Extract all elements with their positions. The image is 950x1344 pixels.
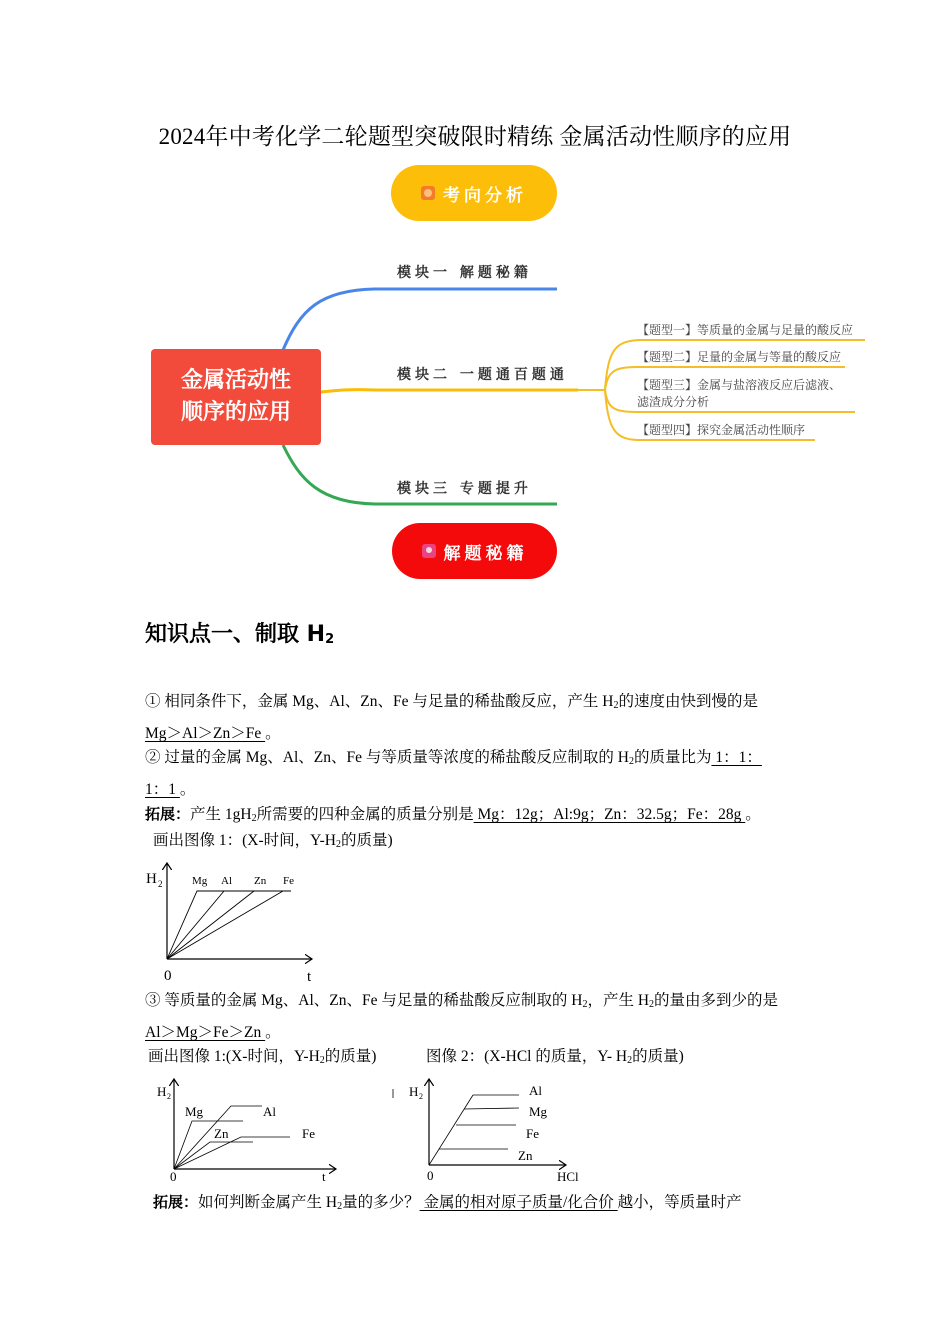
document-title: 2024年中考化学二轮题型突破限时精练 金属活动性顺序的应用 bbox=[158, 124, 792, 149]
svg-text:H: H bbox=[409, 1084, 419, 1099]
svg-text:0: 0 bbox=[427, 1168, 434, 1183]
extension-label: 拓展： bbox=[153, 1193, 199, 1211]
svg-text:t: t bbox=[307, 969, 312, 985]
chart-1-h2-vs-time bbox=[140, 855, 330, 990]
svg-text:Zn: Zn bbox=[254, 875, 267, 887]
extension-2: 拓展：如何判断金属产生 $H_2$量的多少？ 金属的相对原子质量/化合价 越小，等质量时产 bbox=[153, 1193, 742, 1212]
subtopic-1: 【题型一】等质量的金属与足量的酸反应 bbox=[637, 323, 854, 337]
svg-text:t: t bbox=[322, 1169, 326, 1184]
svg-text:Al: Al bbox=[221, 875, 232, 887]
svg-text:Zn: Zn bbox=[214, 1126, 229, 1141]
svg-text:Mg: Mg bbox=[192, 875, 208, 887]
answer-ratio-part2: 1：1 bbox=[145, 781, 180, 798]
extension-label: 拓展： bbox=[145, 805, 191, 823]
solving-tips-pill bbox=[392, 523, 557, 579]
answer-masses: Mg：12g；Al:9g；Zn：32.5g；Fe：28g bbox=[473, 806, 746, 823]
answer-h2-order: Al＞Mg＞Fe＞Zn bbox=[145, 1024, 266, 1041]
svg-text:0: 0 bbox=[164, 968, 172, 984]
subtopic-2: 【题型二】足量的金属与等量的酸反应 bbox=[637, 350, 842, 364]
point-2: ② 过量的金属 Mg、Al、Zn、Fe 与等质量等浓度的稀盐酸反应制取的 $H_2$的质量比为 1：1： 1：1 。 bbox=[145, 749, 762, 798]
svg-text:2: 2 bbox=[167, 1092, 171, 1101]
section-heading: 知识点一、制取 $H_2$ bbox=[145, 622, 335, 647]
svg-text:2: 2 bbox=[419, 1092, 423, 1101]
svg-text:Al: Al bbox=[263, 1104, 276, 1119]
figure-1-caption: 画出图像 1：(X-时间，$Y-H_2$的质量) bbox=[153, 832, 393, 850]
module-2-label: 模块二 一题通百题通 bbox=[397, 367, 568, 383]
svg-text:0: 0 bbox=[170, 1169, 177, 1184]
exam-direction-label: 考向分析 bbox=[443, 185, 527, 206]
chart-2-h2-vs-time bbox=[145, 1075, 405, 1190]
subtopic-3-cont: 滤渣成分分析 bbox=[637, 395, 710, 409]
solving-tips-label: 解题秘籍 bbox=[443, 543, 528, 564]
svg-text:H: H bbox=[146, 871, 157, 887]
point-3: ③ 等质量的金属 Mg、Al、Zn、Fe 与足量的稀盐酸反应制取的 $H_2$，产生 $H_2$的量由多到少的是 Al＞Mg＞Fe＞Zn 。 bbox=[145, 992, 779, 1041]
extension-1: 拓展：产生 $1gH_2$所需要的四种金属的质量分别是 Mg：12g；Al:9g；Zn：32.5g；Fe：28g 。 bbox=[145, 805, 761, 824]
central-node-line1: 金属活动性 bbox=[180, 368, 291, 393]
answer-judge-rule: 金属的相对原子质量/化合价 bbox=[419, 1194, 618, 1211]
svg-text:Mg: Mg bbox=[529, 1104, 548, 1119]
svg-text:H: H bbox=[157, 1084, 167, 1099]
central-node-line2: 顺序的应用 bbox=[180, 400, 291, 425]
answer-rate-order: Mg＞Al＞Zn＞Fe bbox=[145, 725, 266, 742]
module-3-label: 模块三 专题提升 bbox=[397, 481, 532, 497]
badge-icon bbox=[422, 544, 436, 558]
subtopic-3: 【题型三】金属与盐溶液反应后滤液、 bbox=[637, 378, 842, 392]
svg-text:Mg: Mg bbox=[185, 1104, 204, 1119]
figure-2-caption-a: 画出图像 1:(X-时间，$Y-H_2$的质量) bbox=[148, 1048, 377, 1066]
svg-text:Fe: Fe bbox=[283, 875, 294, 887]
subtopic-4: 【题型四】探究金属活动性顺序 bbox=[637, 423, 806, 437]
central-node bbox=[151, 349, 321, 445]
svg-text:HCl: HCl bbox=[557, 1169, 579, 1184]
svg-text:Fe: Fe bbox=[302, 1126, 315, 1141]
svg-text:Al: Al bbox=[529, 1083, 542, 1098]
svg-text:Zn: Zn bbox=[518, 1148, 533, 1163]
answer-ratio-part1: 1：1： bbox=[711, 749, 762, 766]
svg-text:Fe: Fe bbox=[526, 1126, 539, 1141]
chart-3-h2-vs-hcl bbox=[395, 1075, 595, 1190]
module-1-label: 模块一 解题秘籍 bbox=[397, 265, 532, 281]
figure-2-caption-b: 图像 2：(X-HCl 的质量，Y- $H_2$的质量) bbox=[426, 1048, 684, 1066]
point-1: ① 相同条件下，金属 Mg、Al、Zn、Fe 与足量的稀盐酸反应，产生 $H_2$的速度由快到慢的是 Mg＞Al＞Zn＞Fe 。 bbox=[145, 693, 758, 742]
svg-text:2: 2 bbox=[158, 879, 163, 889]
